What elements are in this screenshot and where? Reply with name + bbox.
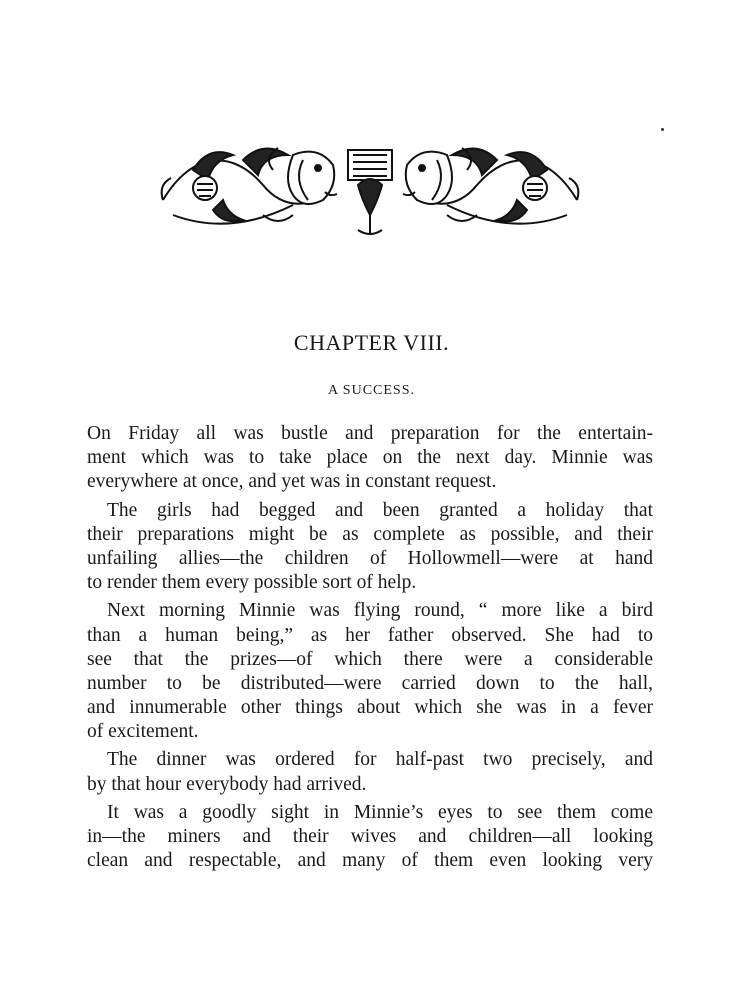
text-line: It was a goodly sight in Minnie’s eyes to see them come bbox=[107, 801, 653, 823]
text-line: ment which was to take place on the next day. Minnie was bbox=[87, 447, 653, 469]
paragraph bbox=[87, 599, 653, 744]
chapter-subtitle: A SUCCESS. bbox=[327, 383, 416, 398]
text-line: by that hour everybody had arrived. bbox=[87, 773, 367, 795]
chapter-body bbox=[87, 422, 653, 877]
paragraph bbox=[87, 748, 653, 796]
chapter-title: CHAPTER VIII. bbox=[293, 330, 450, 355]
text-line: unfailing allies—the children of Hollowmell—were at hand bbox=[87, 547, 653, 569]
chapter-heading bbox=[0, 330, 743, 356]
text-line: see that the prizes—of which there were a considerable bbox=[87, 648, 653, 670]
text-line: than a human being,” as her father observed. She had to bbox=[87, 624, 653, 646]
text-line: and innumerable other things about which she was in a fever bbox=[87, 697, 653, 719]
text-line: their preparations might be as complete as possible, and their bbox=[87, 523, 653, 545]
decorative-headpiece-ornament bbox=[153, 130, 587, 240]
paragraph bbox=[87, 801, 653, 874]
paragraph bbox=[87, 422, 653, 495]
ink-speck bbox=[661, 128, 664, 131]
text-line: Next morning Minnie was flying round, “ more like a bird bbox=[107, 600, 653, 622]
paragraph bbox=[87, 499, 653, 596]
text-line: everywhere at once, and yet was in constant request. bbox=[87, 471, 497, 493]
text-line: clean and respectable, and many of them even looking very bbox=[87, 850, 653, 872]
text-line: in—the miners and their wives and children—all looking bbox=[87, 826, 653, 847]
text-line: The girls had begged and been granted a holiday that bbox=[107, 499, 653, 521]
text-line: of excitement. bbox=[87, 721, 199, 743]
text-line: to render them every possible sort of help. bbox=[87, 572, 417, 594]
text-line: The dinner was ordered for half-past two precisely, and bbox=[107, 749, 653, 771]
text-line: On Friday all was bustle and preparation for the entertain- bbox=[87, 423, 653, 444]
text-line: number to be distributed—were carried down to the hall, bbox=[87, 672, 653, 694]
